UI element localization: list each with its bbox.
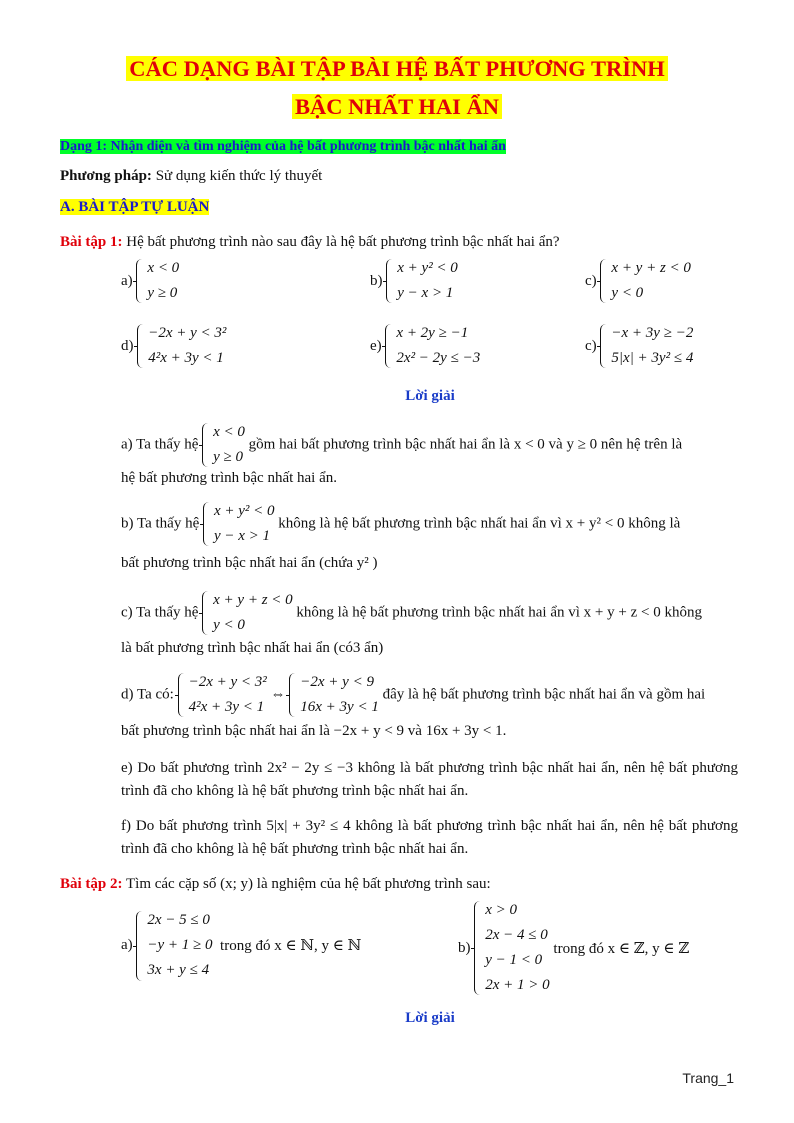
option-f: c) −x + 3y ≥ −2 5|x| + 3y² ≤ 4 bbox=[585, 325, 694, 366]
solution-b: b) Ta thấy hệ x + y² < 0 y − x > 1 không là hệ bất phương trình bậc nhất hai ẩn vì x + y² < 0 không là bbox=[121, 503, 681, 544]
solution-a-cont: hệ bất phương trình bậc nhất hai ẩn. bbox=[121, 470, 337, 486]
solution-f: f) Do bất phương trình 5|x| + 3y² ≤ 4 không là bất phương trình bậc nhất hai ẩn, nên hệ bất phương trình đã cho không là hệ bất phương trình bậc nhất hai ẩn. bbox=[121, 818, 738, 857]
solution-e: e) Do bất phương trình 2x² − 2y ≤ −3 không là bất phương trình bậc nhất hai ẩn, nên hệ bất phương trình đã cho không là hệ bất phương trình bậc nhất hai ẩn. bbox=[121, 760, 738, 799]
solution-b-cont: bất phương trình bậc nhất hai ẩn (chứa y² ) bbox=[121, 555, 378, 571]
dang-heading: Dạng 1: Nhận diện và tìm nghiệm của hệ bất phương trình bậc nhất hai ẩn bbox=[60, 139, 506, 154]
solution-a: a) Ta thấy hệ x < 0 y ≥ 0 gồm hai bất phương trình bậc nhất hai ẩn là x < 0 và y ≥ 0 nên hệ trên là bbox=[121, 424, 683, 465]
solution-d-cont: bất phương trình bậc nhất hai ẩn là −2x + y < 9 và 16x + 3y < 1. bbox=[121, 723, 507, 739]
exercise-2-b: b) x > 0 2x − 4 ≤ 0 y − 1 < 0 2x + 1 > 0 trong đó x ∈ ℤ, y ∈ ℤ bbox=[458, 902, 690, 993]
section-a-heading: A. BÀI TẬP TỰ LUẬN bbox=[60, 199, 210, 215]
exercise-2: Bài tập 2: Tìm các cặp số (x; y) là nghiệm của hệ bất phương trình sau: bbox=[60, 876, 491, 892]
phuong-phap: Phương pháp: Sử dụng kiến thức lý thuyết bbox=[60, 168, 323, 184]
page-title: CÁC DẠNG BÀI TẬP BÀI HỆ BẤT PHƯƠNG TRÌNH bbox=[0, 56, 794, 82]
solution-c: c) Ta thấy hệ x + y + z < 0 y < 0 không là hệ bất phương trình bậc nhất hai ẩn vì x + y + z < 0 không bbox=[121, 592, 702, 633]
page-number: Trang_1 bbox=[682, 1070, 734, 1086]
page-title-line2: BẬC NHẤT HAI ẨN bbox=[0, 94, 794, 120]
solution-c-cont: là bất phương trình bậc nhất hai ẩn (có3 ẩn) bbox=[121, 640, 384, 656]
exercise-2-a: a) 2x − 5 ≤ 0 −y + 1 ≥ 0 3x + y ≤ 4 trong đó x ∈ ℕ, y ∈ ℕ bbox=[121, 908, 361, 983]
solution-d: d) Ta có: −2x + y < 3² 4²x + 3y < 1 ⇔ −2x + y < 9 16x + 3y < 1 đây là hệ bất phương trình bậc nhất hai ẩn và gồm hai bbox=[121, 674, 706, 715]
option-b: b) x + y² < 0 y − x > 1 bbox=[370, 260, 458, 301]
solution-heading-2: Lời giải bbox=[405, 1010, 455, 1026]
exercise-1: Bài tập 1: Hệ bất phương trình nào sau đây là hệ bất phương trình bậc nhất hai ẩn? bbox=[60, 234, 560, 250]
option-c: c) x + y + z < 0 y < 0 bbox=[585, 260, 691, 301]
option-d: d) −2x + y < 3² 4²x + 3y < 1 bbox=[121, 325, 227, 366]
solution-heading: Lời giải bbox=[405, 388, 455, 404]
option-e: e) x + 2y ≥ −1 2x² − 2y ≤ −3 bbox=[370, 325, 481, 366]
option-a: a) x < 0 y ≥ 0 bbox=[121, 260, 180, 301]
